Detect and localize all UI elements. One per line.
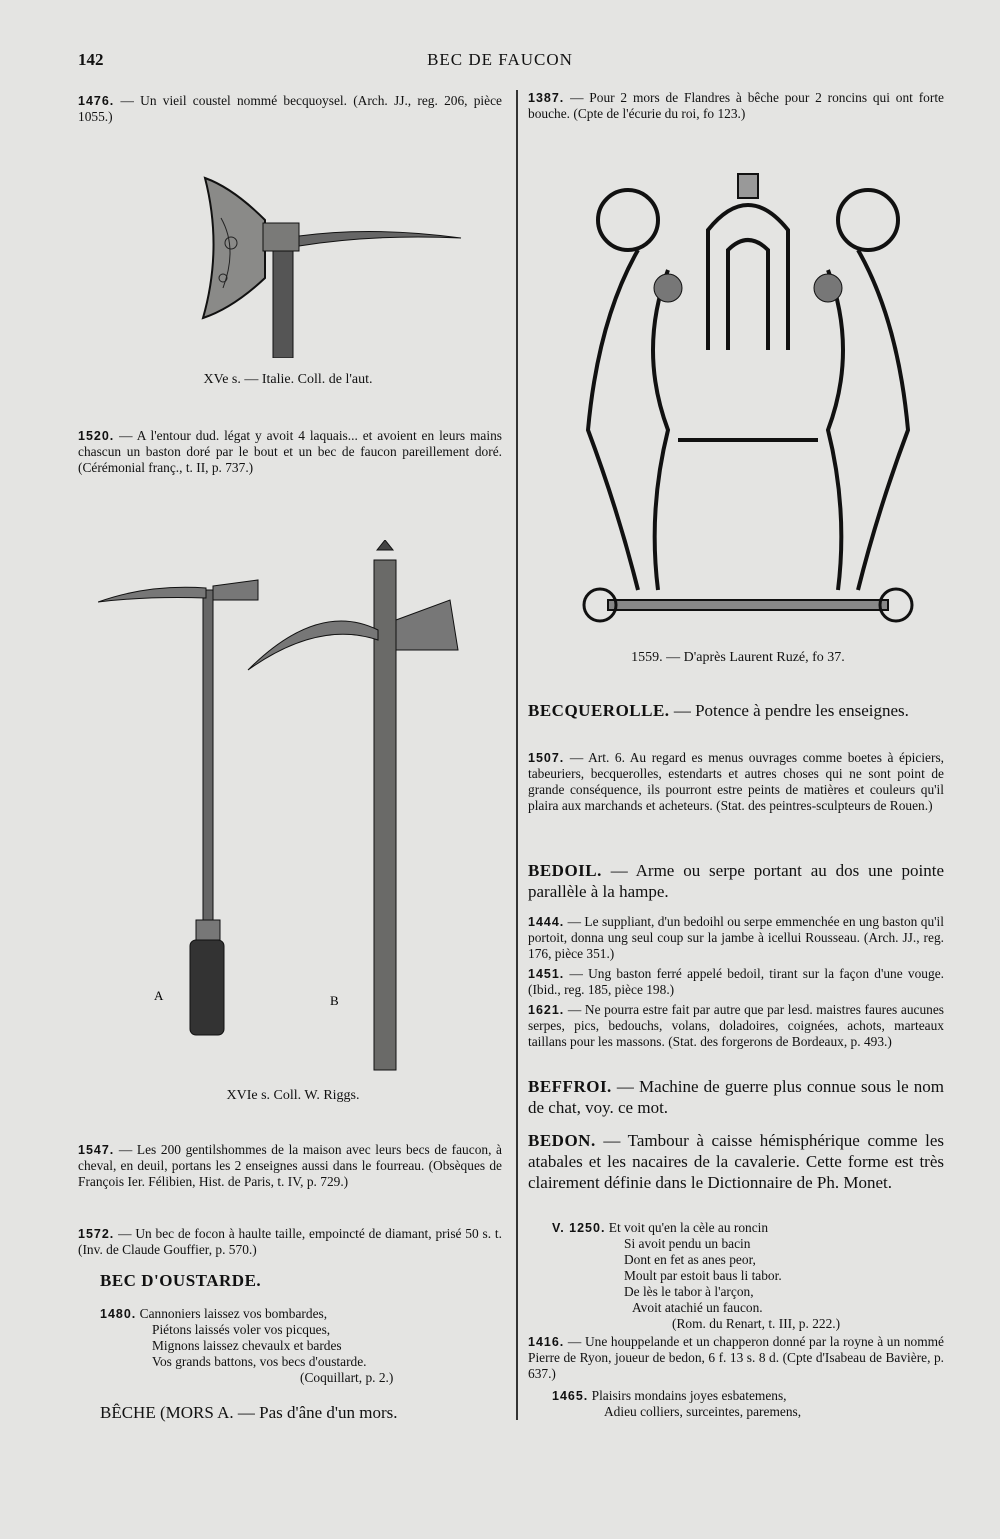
entry-1520: 1520. — A l'entour dud. légat y avoit 4 laquais... et avoient en leurs mains chascun un baston doré par le bout et un bec de faucon pareillement doré. (Cérémonial franç., t. II, p. 737.) <box>78 428 502 475</box>
becs-de-faucon-illustration <box>98 540 498 1080</box>
figure-caption-bit: 1559. — D'après Laurent Ruzé, fo 37. <box>631 650 845 665</box>
headword-becquerolle: BECQUEROLLE. — Potence à pendre les enseignes. <box>528 701 909 720</box>
entry-1572: 1572. — Un bec de focon à haulte taille, empoincté de diamant, prisé 50 s. t. (Inv. de Claude Gouffier, p. 570.) <box>78 1226 502 1257</box>
page-number: 142 <box>78 50 104 69</box>
running-title: BEC DE FAUCON <box>427 50 573 69</box>
headword-bedon: BEDON. — Tambour à caisse hémisphérique comme les atabales et les nacaires de la cavalerie. Cette forme est très clairement définie dans le Dictionnaire de Ph. Monet. <box>528 1131 944 1192</box>
axe-illustration <box>193 168 473 358</box>
figure-label-a: A <box>154 988 164 1003</box>
entry-1480: 1480. Cannoniers laissez vos bombardes, Piétons laissés voler vos picques, Mignons laissez chevaulx et bardes Vos grands battons, vos becs d'oustarde. (Coquillart, p. 2.) <box>100 1306 394 1385</box>
entry-v1250: V. 1250. Et voit qu'en la cèle au roncin Si avoit pendu un bacin Dont en fet as anes peor, Moult par estoit baus li tabor. De lès le tabor à l'arçon, Avoit atachié un faucon. (Rom. du Renart, t. III, p. 222.) <box>552 1220 841 1331</box>
entry-1387: 1387. — Pour 2 mors de Flandres à bêche pour 2 roncins qui ont forte bouche. (Cpte de l'écurie du roi, fo 123.) <box>528 90 944 121</box>
entry-1547: 1547. — Les 200 gentilshommes de la maison avec leurs becs de faucon, à cheval, en deuil, portans les 2 enseignes aussi dans le fourreau. (Obsèques de François Ier. Félibien, Hist. de Paris, t. IV, p. 729.) <box>78 1142 502 1189</box>
entry-1451: 1451. — Ung baston ferré appelé bedoil, tirant sur la façon d'une vouge. (Ibid., reg. 185, pièce 198.) <box>528 966 944 997</box>
entry-1476: 1476. — Un vieil coustel nommé becquoysel. (Arch. JJ., reg. 206, pièce 1055.) <box>78 93 502 124</box>
entry-1465: 1465. Plaisirs mondains joyes esbatemens, Adieu colliers, surceintes, paremens, <box>552 1388 802 1419</box>
headword-beche: BÊCHE (MORS A. — Pas d'âne d'un mors. <box>100 1403 398 1422</box>
headword-beffroi: BEFFROI. — Machine de guerre plus connue sous le nom de chat, voy. ce mot. <box>528 1077 944 1117</box>
entry-1444: 1444. — Le suppliant, d'un bedoihl ou serpe emmenchée en ung baston qu'il portoit, donna ung seul coup sur la jambe à icellui Rousseau. (Arch. JJ., reg. 176, pièce 351.) <box>528 914 944 961</box>
entry-1621: 1621. — Ne pourra estre fait par autre que par lesd. maistres faures aucunes serpes, pics, bedouchs, volans, doladoires, coignées, achots, marteaux taillans pour les massons. (Stat. des forgerons de Bordeaux, p. 493.) <box>528 1002 944 1049</box>
entry-1416: 1416. — Une houppelande et un chapperon donné par la royne à un nommé Pierre de Ryon, joueur de bedon, 6 f. 13 s. 8 d. (Cpte d'Isabeau de Bavière, p. 637.) <box>528 1334 944 1381</box>
entry-1507: 1507. — Art. 6. Au regard es menus ouvrages comme boetes à épiciers, tabeuriers, becquerolles, estendarts et autres choses qui ne sont point de grande conséquence, ils pourront estre peints de matières et couleurs qu'il plaira aux marchands et acheteurs. (Stat. des peintres-sculpteurs de Rouen.) <box>528 750 944 813</box>
headword-bedoil: BEDOIL. — Arme ou serpe portant au dos une pointe parallèle à la hampe. <box>528 861 944 901</box>
figure-label-b: B <box>330 993 339 1008</box>
figure-caption-axe: XVe s. — Italie. Coll. de l'aut. <box>203 372 373 387</box>
headword-bec-doustarde: BEC D'OUSTARDE. <box>100 1271 262 1290</box>
column-divider <box>516 90 518 1420</box>
figure-caption-becs: XVIe s. Coll. W. Riggs. <box>226 1088 360 1103</box>
horse-bit-illustration <box>578 170 918 640</box>
